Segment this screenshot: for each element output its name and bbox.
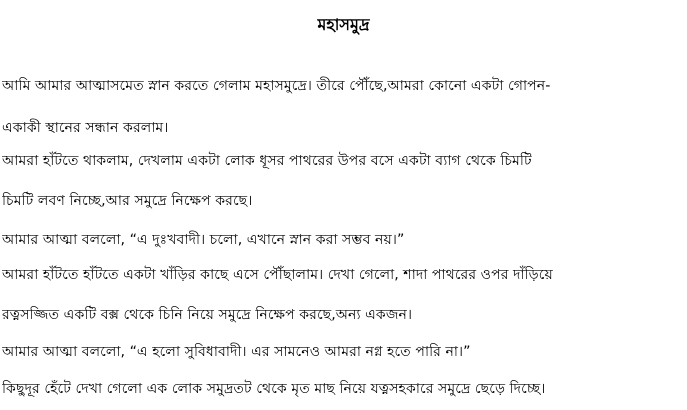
paragraph-line-1: আমি আমার আত্মাসমেত স্নান করতে গেলাম মহাসমুদ্রে। তীরে পৌঁছে,আমরা কোনো একটা গোপন- — [2, 78, 551, 94]
paragraph-line-9: কিছুদূর হেঁটে দেখা গেলো এক লোক সমুদ্রতট থেকে মৃত মাছ নিয়ে যত্নসহকারে সমুদ্রে ছেড়ে দিচ্ছে। — [2, 381, 546, 397]
document-title: মহাসমুদ্র — [317, 15, 370, 34]
paragraph-line-5: আমার আত্মা বললো, “এ দুঃখবাদী। চলো, এখানে স্নান করা সম্ভব নয়।” — [2, 232, 405, 248]
paragraph-line-6: আমরা হাঁটতে হাঁটতে একটা খাঁড়ির কাছে এসে পৌঁছালাম। দেখা গেলো, শাদা পাথরের ওপর দাঁড়িয়ে — [2, 267, 553, 283]
paragraph-line-8: আমার আত্মা বললো, “এ হলো সুবিধাবাদী। এর সামনেও আমরা নগ্ন হতে পারি না।” — [2, 344, 471, 360]
paragraph-line-7: রত্নসজ্জিত একটি বক্স থেকে চিনি নিয়ে সমুদ্রে নিক্ষেপ করছে,অন্য একজন। — [2, 307, 413, 323]
paragraph-line-4: চিমটি লবণ নিচ্ছে,আর সমুদ্রে নিক্ষেপ করছে। — [2, 193, 253, 209]
paragraph-line-2: একাকী স্থানের সন্ধান করলাম। — [2, 120, 169, 136]
paragraph-line-3: আমরা হাঁটতে থাকলাম, দেখলাম একটা লোক ধূসর পাথরের উপর বসে একটা ব্যাগ থেকে চিমটি — [2, 153, 532, 169]
